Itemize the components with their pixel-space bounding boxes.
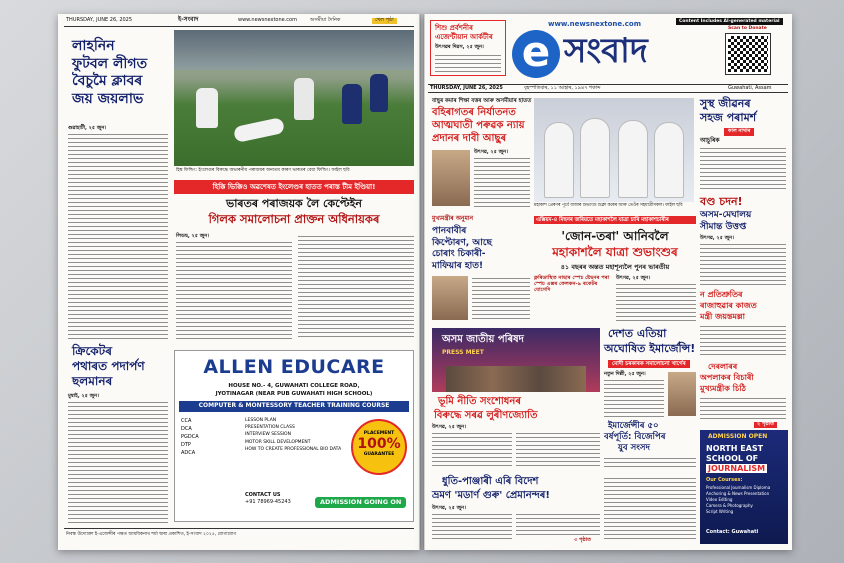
side3-title-3: মুখ্যমন্ত্ৰীক চিঠি [700,384,746,393]
ad-features-list [245,417,345,453]
side3-title-2: অপলাকৰ বিচাৰী [700,373,754,382]
dhoti-more-link[interactable]: ৩ পৃষ্ঠাত [574,537,591,543]
dhoti-body-col2 [516,512,600,536]
side1-body [700,242,786,286]
masthead-logo-text: সংবাদ [564,31,648,71]
astronauts-photo [534,98,694,202]
emg50-body [604,456,696,470]
mission-body [616,282,696,322]
lead-kicker: বাছুৰ কমাৰ শিক্ষা বত্তৰ আৰু অসমীয়াৰ হাতত [432,98,532,104]
ad-title: ALLEN EDUCARE [203,356,385,378]
lead-headline-3: প্ৰদানৰ দাবী আছুৰ [432,133,507,144]
ad-feature-item: PRESENTATION CLASS [245,425,295,431]
land-title-1: ভূমি নীতি সংশোধনৰ [438,396,521,407]
emergency-dateline: নতুন দিল্লী, ২৫ জুন। [604,371,646,377]
ad-address-2: JYOTINAGAR (NEAR PUB GUWAHATI HIGH SCHOOL) [215,391,373,397]
health-author: কাল নাথাৰ [724,128,754,136]
cm-kicker: মুখ্যমন্ত্ৰীৰ অনুমান [432,215,474,222]
story1-body [68,132,168,340]
lead-headline-2: আত্মঘাতী পৰুৱক ন্যায় [432,120,525,131]
side1-dateline: উৎসৱ, ২৫ জুন। [700,235,734,241]
main-headline-line1: ভাৰতৰ পৰাজয়ক লৈ কেপ্টেইন [226,197,362,210]
story1-dateline: গুৱাহাটী, ২৫ জুন। [68,125,107,131]
ad-course-item: PGDCA [181,434,199,440]
masthead-promo-box: শিশু প্ৰৰ্বশনীৰ এজেণ্টীয়ান আৰ্কটীৰ উৎসৱৰ দিৱস, ২৫ জুন। [430,20,506,76]
mission-dateline: উৎসৱ, ২৫ জুন। [616,275,650,281]
story1-headline: লাহনিন ফুটবল লীগত বৈচুমৈ ক্লাবৰ জয় জয়লাভ [72,38,148,107]
press-meet-photo [432,328,600,392]
emg50-title-2: বৰ্ষপূৰ্তি: বিজেপিৰ [604,432,666,442]
left-header-logo: ই-সংবাদ [178,16,199,23]
placement-badge: PLACEMENT 100% GUARANTEE [351,419,407,475]
ad-admission-open: ADMISSION OPEN [708,433,768,440]
ad-feature-item: MOTOR SKILL DEVELOPMENT [245,439,311,445]
left-header-page: খেল পৃষ্ঠা [372,18,397,24]
ad-feature-item: INTERVIEW SESSION [245,432,291,438]
health-title-2: সহজ পৰামৰ্শ [700,111,757,124]
dhoti-title-2: ভ্ৰমণ 'মডাৰ্ণ গুৰু' প্ৰেমানন্দৰ! [432,490,550,501]
emg50-title-3: যুব সংসদ [618,443,650,453]
left-header-tag: অসমীয়া দৈনিক [310,17,341,23]
donate-label: Scan to Donate [728,26,767,31]
cricket-photo [174,30,414,166]
emergency-title-2: অঘোষিত ইমাৰ্জেন্সি! [604,342,696,355]
emergency-sub: মোদী চৰকাৰক সমালোচনা খাৰ্গেৰ [608,360,690,368]
ad-course-list: Professional Journalism Diploma Anchoring & News Presentation Video Editing Camera & Photography Script Writing [706,485,771,514]
misc-story-body [604,476,696,542]
main-body-col2 [298,234,414,340]
ad-feature-item: HOW TO CREATE PROFESSIONAL BIO DATA [245,446,342,452]
lead-photo [432,150,470,206]
side3-more-link[interactable]: ২ পৃষ্ঠাত [754,422,777,428]
story2-dateline: মুম্বাই, ২৫ জুন। [68,393,99,399]
ad-course-item: DCA [181,426,192,432]
land-dateline: উৎসৱ, ২৫ জুন। [432,424,466,430]
ad-admission-button[interactable]: ADMISSION GOING ON [315,497,406,508]
side2-title-1: ন প্ৰতিশ্ৰুতিৰ [700,290,743,299]
left-newspaper-page [58,14,420,550]
cm-headline: পানবাবীৰ কিপ্টোৰণ, আছে চোৰাং চিকাৰী- মাফিয়াৰ হাত! [432,226,492,272]
main-dateline: লিডছ, ২৫ জুন। [176,233,209,239]
left-header-url: www.newsnextone.com [238,17,297,23]
red-banner: হিক্কি ভিক্কিও অৱশেষত ইংলেণ্ডৰ হাতত পৰাস্ত টীম ইণ্ডিয়া! [174,180,414,194]
cricket-caption: হিঙ্ক ফিল্ডিং: ইংলেণ্ডৰ বিৰুদ্ধে অভাৰনীয় পৰাজয়ৰ অন্যতম কাৰণ ভাৰতৰ বেয়া ফিল্ডিং। ফাইল ছবি [176,168,350,173]
story2-headline: ক্ৰিকেটৰ পথাৰত পদাৰ্পণ ছলমানৰ [72,344,145,388]
ad-feature-item: LESSON PLAN [245,418,277,423]
main-body-col1 [176,240,292,340]
lead-headline-1: বহিৰাগতৰ নিৰ্যাতনত [432,107,516,118]
space-caption: মহাকাশ প্ৰেৰণৰ পূৰ্বে বাজাৰ শুভাংশু শুক্লা কৰেৰ আৰু তেওঁৰ সহযাত্ৰীসকল। ফাইল ছবি [534,203,683,208]
mission-point: ফ্লৰিডাস্থিত নাছাৰ স্পেচ ষ্টেছনৰ পৰা স্পেচ এক্সৰ ফেলকন-৯ ৰকেটৰ যোগেদি [534,275,610,293]
mission-sub: ৪১ বছৰৰ অন্তত মহাশূন্যলৈ পুনৰ ভাৰতীয় [560,263,670,271]
side3-title-1: দেৰলাৰৰ [708,362,738,371]
mission-headline-1: 'জোন-তৰা' আনিবলৈ [561,229,669,243]
left-footer: নিবন্ধ উদ্যোক্তা ই-এজেন্সীৰ পক্ষত আমবিকনাথ শৰ্মা দ্বাৰা প্ৰকাশিত, ই-সংবাদ ২০২৫, যোগাযোগ [66,532,237,537]
health-body [700,146,786,192]
ad-course-item: CCA [181,418,192,424]
story2-body [68,400,168,524]
dhoti-body-col1 [432,512,512,542]
journalism-school-ad[interactable]: ADMISSION OPEN NORTH EAST SCHOOL OF JOURNALISM Our Courses: Professional Journalism Diploma Anchoring & News Presentation Video Editing Camera & Photography Script Writing Contact: Guwahati [700,430,788,544]
side2-body [700,324,786,358]
side2-title-3: মন্ত্ৰী জয়ন্তমল্লা [700,312,745,321]
ad-course: COMPUTER & MONTESSORY TEACHER TRAINING COURSE [179,401,409,412]
emergency-body [604,378,664,418]
land-body-col2 [516,431,600,469]
cm-body [472,276,530,322]
masthead-logo-e: e [512,30,560,78]
side1-title-3: সীমান্ত উত্তপ্ত [700,222,747,232]
side3-body [700,396,786,420]
ad-contact-number: +91 78969-45243 [245,499,291,505]
ad-course-item: ADCA [181,450,196,456]
ad-contact-label: CONTACT US [245,492,281,498]
allen-educare-ad[interactable] [174,350,414,522]
lead-body [474,156,530,208]
land-title-2: বিৰুদ্ধে সৰৱ লুৰীণজ্যোতি [434,410,538,421]
masthead-url[interactable]: www.newsnextone.com [548,20,642,28]
cm-photo [432,276,468,320]
emergency-photo [668,372,696,416]
date-bar: THURSDAY, JUNE 26, 2025 বৃহস্পতিবাৰ, ১১ আহাৰ, ১৯৪৭ শকাব্দ Guwahati, Assam [428,84,788,93]
emergency-title-1: দেশত এতিয়া [608,327,667,340]
main-headline-line2: গিলক সমালোচনা প্ৰাক্তন অধিনায়কৰ [208,212,380,226]
right-newspaper-page [424,14,792,550]
side2-title-2: ৰাজাহুৱাৰ কাজত [700,301,757,310]
ad-courses-list [181,417,251,457]
dhoti-dateline: উৎসৱ, ২৫ জুন। [432,505,466,511]
page-fold-shadow [419,14,425,550]
side1-title-2: অসম-মেঘালয় [700,210,752,220]
stage-banner: অসম জাতীয় পৰিষদ [442,334,524,345]
mission-kicker: এক্সিয়ম-৪ মিছনৰ জৰিয়তে মহাকাশলৈ যাত্ৰা চাৰি মহাকাশচাৰীৰ [534,216,696,224]
side1-title-1: বণ্ড চদন! [700,195,743,208]
mission-headline-2: মহাকাশলৈ যাত্ৰা শুভাংশুৰ [552,245,678,259]
stage-caption: PRESS MEET [442,349,484,356]
ad-course-item: DTP [181,442,191,448]
donate-qr-code[interactable] [726,34,770,74]
health-title-1: সুস্থ জীৱনৰ [700,97,751,110]
health-kicker: আচুৰিক [700,137,720,144]
dhoti-title-1: ধুতি-পাঞ্জাৰী এৰি বিদেশ [442,476,539,487]
left-header-date: THURSDAY, JUNE 26, 2025 [66,17,133,23]
ai-content-badge: Content Includes AI-generated material [676,18,783,25]
lead-dateline: উৎসৱ, ২৫ জুন। [474,149,508,155]
emg50-title-1: ইমাৰ্জেন্সীৰ ৫০ [608,421,659,431]
land-body-col1 [432,431,512,469]
ad-address-1: HOUSE NO.- 4, GUWAHATI COLLEGE ROAD, [228,383,360,389]
